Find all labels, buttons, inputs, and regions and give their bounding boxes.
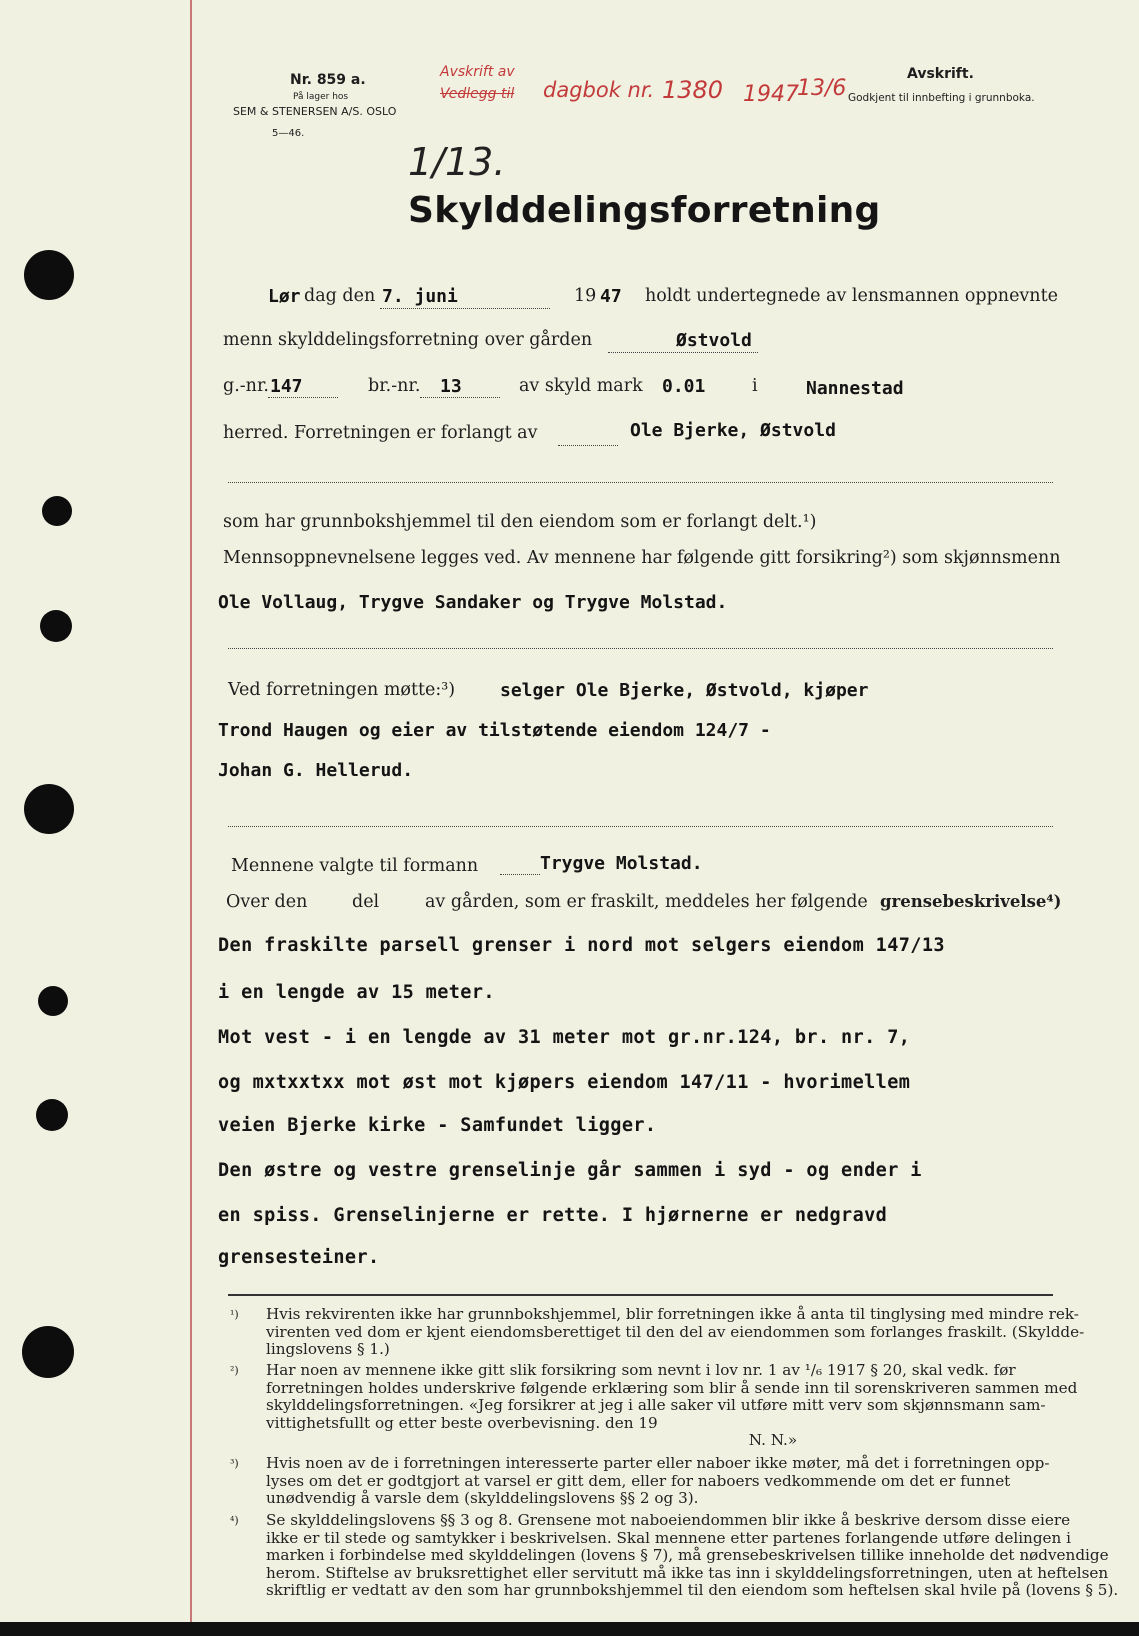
- form-number: Nr. 859 a.: [290, 72, 366, 88]
- scan-bottom-edge: [0, 1622, 1139, 1636]
- binder-hole: [36, 1099, 68, 1131]
- over-label: Over den: [226, 892, 308, 912]
- footnote-line: Har noen av mennene ikke gitt slik forsikring som nevnt i lov nr. 1 av ¹/₆ 1917 § 20, skal vedk. før: [266, 1361, 1016, 1379]
- over-text: av gården, som er fraskilt, meddeles her følgende: [425, 892, 868, 912]
- footnote-line: skylddelingsforretningen. «Jeg forsikrer at jeg i alle saker vil utføre mitt verv som skjønnsmann sam-: [266, 1396, 1046, 1414]
- dotted-leader: [380, 308, 550, 309]
- handwritten-reference: 1/13.: [408, 140, 506, 184]
- footnote-1: [230, 1305, 1085, 1360]
- line7-text: Mennsoppnevnelsene legges ved. Av mennene har følgende gitt forsikring²) som skjønnsmenn: [223, 548, 1061, 568]
- line2-text: menn skylddelingsforretning over gården: [223, 330, 593, 350]
- description-line: grensesteiner.: [218, 1247, 380, 1268]
- del-label: del: [352, 892, 380, 912]
- skyld-label: av skyld mark: [519, 376, 643, 396]
- skyld-value: 0.01: [662, 376, 706, 397]
- farm-name: Østvold: [676, 330, 752, 351]
- description-line: Den østre og vestre grenselinje går sammen i syd - og ender i: [218, 1160, 922, 1181]
- binder-hole: [24, 784, 74, 834]
- date-day: 7. juni: [382, 286, 458, 307]
- footnote-line: vittighetsfullt og etter beste overbevisning. den 19: [266, 1413, 658, 1432]
- blank-dotted-line: [228, 482, 1053, 483]
- stamp-year: 1947: [743, 82, 799, 107]
- weekday-prefix: Lør: [268, 286, 301, 307]
- present-label: Ved forretningen møtte:³): [228, 680, 456, 700]
- blank-dotted-line: [228, 648, 1053, 649]
- margin-line: [190, 0, 192, 1636]
- stamp-avskrift-av: Avskrift av: [440, 64, 515, 80]
- municipality: Nannestad: [806, 378, 904, 399]
- binder-hole: [22, 1326, 74, 1378]
- footnote-3: [230, 1455, 1060, 1509]
- appraisers: Ole Vollaug, Trygve Sandaker og Trygve Molstad.: [218, 592, 728, 613]
- footnote-line: lingslovens § 1.): [266, 1340, 390, 1358]
- line1-text: holdt undertegnede av lensmannen oppnevnte: [645, 286, 1058, 306]
- binder-hole: [40, 610, 72, 642]
- binder-hole: [42, 496, 72, 526]
- footnote-line: marken i forbindelse med skylddelingen (lovens § 7), må grensebeskrivelsen tillike inneholde det nødvendige: [266, 1546, 1109, 1564]
- dotted-leader: [608, 352, 758, 353]
- binder-hole: [38, 986, 68, 1016]
- stamp-dagbok: dagbok nr.: [543, 78, 655, 102]
- description-line: i en lengde av 15 meter.: [218, 982, 495, 1003]
- publisher-line: SEM & STENERSEN A/S. OSLO: [233, 105, 397, 118]
- footnote-line: Hvis rekvirenten ikke har grunnbokshjemmel, blir forretningen ikke å anta til tinglysing med mindre rek-: [266, 1305, 1079, 1323]
- publisher-line: På lager hos: [293, 92, 349, 102]
- footnote-line: ikke er til stede og samtykker i beskrivelsen. Skal mennene etter partenes forlangende utføre delingen i: [266, 1528, 1072, 1547]
- line4-text: herred. Forretningen er forlangt av: [223, 423, 538, 443]
- stamp-date: 13/6: [797, 76, 847, 101]
- description-line: veien Bjerke kirke - Samfundet ligger.: [218, 1115, 657, 1136]
- chairman-name: Trygve Molstad.: [540, 853, 703, 874]
- gnr-label: g.-nr.: [223, 376, 269, 396]
- dotted-leader: [558, 445, 618, 446]
- present-line: Johan G. Hellerud.: [218, 760, 414, 781]
- footnote-line: skriftlig er vedtatt av den som har grunnbokshjemmel til den eiendom som heftelsen skal hvile på (lovens § 5).: [266, 1581, 1119, 1599]
- dotted-leader: [268, 397, 338, 398]
- avskrift-subtitle: Godkjent til innbefting i grunnboka.: [848, 92, 1035, 104]
- blank-dotted-line: [228, 826, 1053, 827]
- bnr-label: br.-nr.: [368, 376, 421, 396]
- footnote-line: Hvis noen av de i forretningen interesserte parter eller naboer ikke møter, må det i forretningen opp-: [266, 1454, 1050, 1472]
- dagbok-number: 1380: [662, 76, 724, 104]
- over-bold-text: grensebeskrivelse⁴): [880, 892, 1062, 911]
- year-suffix: 47: [600, 286, 622, 307]
- description-line: og mxtxxtxx mot øst mot kjøpers eiendom 147/11 - hvorimellem: [218, 1072, 911, 1093]
- footnote-number: ³): [230, 1457, 239, 1470]
- footnote-line: N. N.»: [266, 1431, 798, 1449]
- requester: Ole Bjerke, Østvold: [630, 420, 836, 441]
- footnote-number: ¹): [230, 1308, 239, 1321]
- weekday-suffix: dag den: [304, 286, 376, 306]
- line6-text: som har grunnbokshjemmel til den eiendom som er forlangt delt.¹): [223, 512, 817, 532]
- chairman-label: Mennene valgte til formann: [231, 856, 479, 876]
- document-title: Skylddelingsforretning: [408, 190, 881, 231]
- footnote-4: [230, 1511, 1119, 1602]
- footnote-rule: [228, 1294, 1053, 1296]
- footnote-line: herom. Stiftelse av bruksrettighet eller servitutt må ikke tas inn i skylddelingsforretningen, uten at heftelsen: [266, 1563, 1109, 1582]
- binder-hole: [24, 250, 74, 300]
- year-prefix: 19: [574, 286, 597, 306]
- stamp-vedlegg: Vedlegg til: [440, 86, 515, 102]
- present-line: selger Ole Bjerke, Østvold, kjøper: [500, 680, 869, 701]
- description-line: Den fraskilte parsell grenser i nord mot selgers eiendom 147/13: [218, 935, 945, 956]
- dotted-leader: [500, 874, 540, 875]
- i-label: i: [752, 376, 758, 396]
- footnote-line: virenten ved dom er kjent eiendomsberettiget til den del av eiendommen som forlanges fraskilt. (Skyldde-: [266, 1322, 1085, 1341]
- footnote-number: ⁴): [230, 1514, 239, 1527]
- footnote-line: lyses om det er godtgjort at varsel er gitt dem, eller for naboers vedkommende om det er funnet: [266, 1471, 1011, 1490]
- bnr-value: 13: [440, 376, 462, 397]
- present-line: Trond Haugen og eier av tilstøtende eiendom 124/7 -: [218, 720, 771, 741]
- avskrift-title: Avskrift.: [907, 66, 974, 82]
- footnote-line: forretningen holdes underskrive følgende erklæring som blir å sende inn til sorenskriveren sammen med: [266, 1378, 1078, 1397]
- gnr-value: 147: [270, 376, 303, 397]
- description-line: Mot vest - i en lengde av 31 meter mot gr.nr.124, br. nr. 7,: [218, 1027, 911, 1048]
- publisher-line: 5—46.: [272, 128, 305, 139]
- footnote-line: unødvendig å varsle dem (skylddelingslovens §§ 2 og 3).: [266, 1489, 699, 1507]
- footnote-2: [230, 1361, 1078, 1452]
- dotted-leader: [420, 397, 500, 398]
- footnote-line: Se skylddelingslovens §§ 3 og 8. Grensene mot naboeiendommen blir ikke å beskrive dersom disse eiere: [266, 1511, 1071, 1529]
- description-line: en spiss. Grenselinjerne er rette. I hjørnerne er nedgravd: [218, 1205, 888, 1226]
- footnote-number: ²): [230, 1364, 239, 1377]
